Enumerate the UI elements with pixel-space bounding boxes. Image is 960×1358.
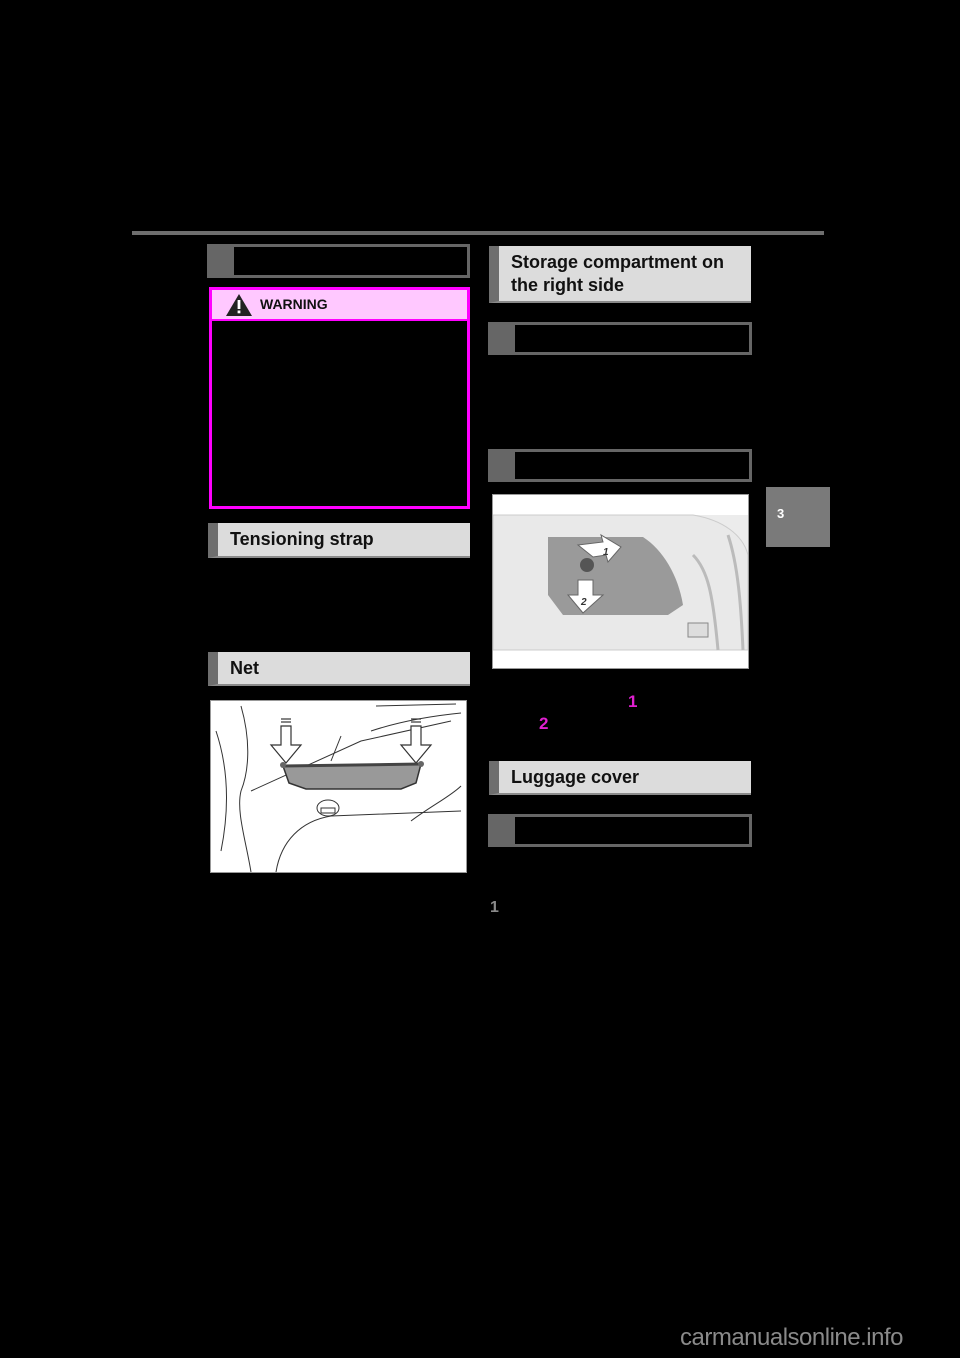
svg-text:2: 2 [581,597,587,608]
chapter-tab[interactable] [766,487,830,547]
storage-figure [492,494,749,669]
warning-box [209,287,470,509]
storage-illustration [493,495,748,668]
warning-label: WARNING [260,296,328,312]
watermark[interactable]: carmanualsonline.info [680,1324,903,1351]
subheading-box-empty [488,449,752,482]
warning-header [212,290,467,321]
subheading-box-empty [488,814,752,847]
warning-triangle-icon [226,294,252,316]
heading-tensioning-strap: Tensioning strap [208,523,470,558]
net-figure [210,700,467,873]
step-ref-1: 1 [628,692,638,711]
svg-text:1: 1 [603,547,609,558]
chapter-tab-number: 3 [777,506,785,521]
step-ref-2: 2 [539,714,549,733]
list-marker-1: 1 [490,899,499,916]
subheading-box-empty [207,244,470,278]
subheading-box-empty [488,322,752,355]
heading-storage-right: Storage compartment on the right side [489,246,751,303]
header-rule [132,231,824,235]
net-illustration [211,701,466,872]
heading-net: Net [208,652,470,686]
heading-luggage-cover: Luggage cover [489,761,751,795]
